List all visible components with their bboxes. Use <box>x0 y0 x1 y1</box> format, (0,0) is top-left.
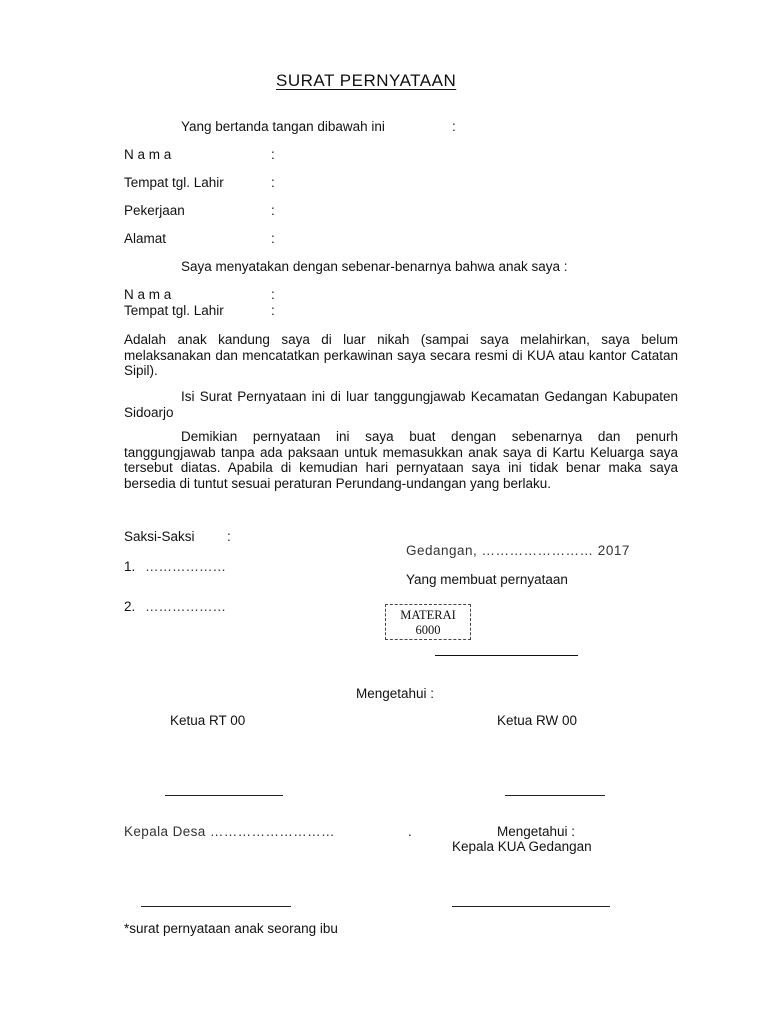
saksi-number-2: 2. <box>124 599 136 614</box>
field-colon: : <box>271 231 275 246</box>
field-colon: : <box>271 175 275 190</box>
field-colon: : <box>271 303 275 318</box>
paragraph-demikian: Demikian pernyataan ini saya buat dengan sebenarnya dan penurh tanggungjawab tanpa ada paksaan untuk memasukkan anak saya di Kartu Keluarga saya tersebut diatas. Apabila di kemudian hari pernyataan saya ini tidak benar maka saya bersedia di tuntut sesuai peraturan Perundang-undangan yang berlaku. <box>124 429 678 491</box>
saksi-dots-2: ……………… <box>145 599 226 614</box>
saksi-label: Saksi-Saksi <box>124 529 195 544</box>
ketua-rt-label: Ketua RT 00 <box>170 713 246 728</box>
footnote: *surat pernyataan anak seorang ibu <box>124 921 338 936</box>
field-colon: : <box>271 287 275 302</box>
separator-dot: . <box>408 824 412 839</box>
field-colon: : <box>271 147 275 162</box>
saksi-number-1: 1. <box>124 559 136 574</box>
materai-label: MATERAI <box>400 608 456 622</box>
maker-label: Yang membuat pernyataan <box>406 572 568 587</box>
child-field-label-tempat-tgl-lahir: Tempat tgl. Lahir <box>124 303 224 318</box>
kepala-desa-label: Kepala Desa ……………………… <box>124 824 335 839</box>
field-label-alamat: Alamat <box>124 231 167 246</box>
mengetahui-label: Mengetahui : <box>356 686 435 701</box>
field-label-tempat-tgl-lahir: Tempat tgl. Lahir <box>124 175 224 190</box>
saksi-colon: : <box>227 529 231 544</box>
intro-text: Yang bertanda tangan dibawah ini <box>181 119 385 134</box>
ketua-rw-label: Ketua RW 00 <box>497 713 578 728</box>
maker-signature-line <box>435 655 578 656</box>
rw-signature-line <box>505 795 605 796</box>
materai-stamp <box>385 604 471 640</box>
date-line: Gedangan, …………………… 2017 <box>406 543 630 558</box>
paragraph-anak-kandung: Adalah anak kandung saya di luar nikah (sampai saya melahirkan, saya belum melaksanakan dan mencatatkan perkawinan saya secara resmi di KUA atau kantor Catatan Sipil). <box>124 332 678 378</box>
materai-value: 6000 <box>415 623 441 637</box>
rt-signature-line <box>165 795 283 796</box>
mengetahui-label-2: Mengetahui : <box>497 824 576 839</box>
document-title: SURAT PERNYATAAN <box>276 71 457 90</box>
saksi-dots-1: ……………… <box>145 559 226 574</box>
kepala-desa-signature-line <box>141 906 291 907</box>
field-label-pekerjaan: Pekerjaan <box>124 203 185 218</box>
field-colon: : <box>271 203 275 218</box>
intro-colon: : <box>452 119 456 134</box>
statement-text: Saya menyatakan dengan sebenar-benarnya bahwa anak saya : <box>181 259 568 274</box>
child-field-label-nama: N a m a <box>124 287 172 302</box>
paragraph-tanggungjawab: Isi Surat Pernyataan ini di luar tanggungjawab Kecamatan Gedangan Kabupaten Sidoarjo <box>124 389 678 420</box>
kepala-kua-label: Kepala KUA Gedangan <box>452 839 592 854</box>
kepala-kua-signature-line <box>452 906 610 907</box>
field-label-nama: N a m a <box>124 147 172 162</box>
